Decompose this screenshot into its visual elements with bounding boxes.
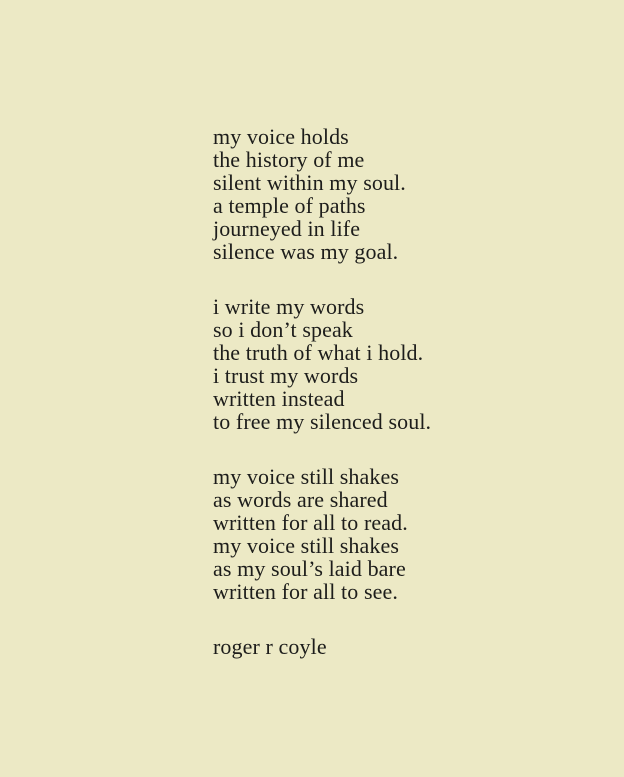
poem-stanza-3 <box>213 465 431 603</box>
poem-line: written for all to read. <box>213 510 408 535</box>
poem-stanza-2 <box>213 295 431 433</box>
poem-line: so i don’t speak <box>213 317 353 342</box>
poem-stanza-1 <box>213 125 431 263</box>
poem-line: the truth of what i hold. <box>213 340 424 365</box>
poem-line: i trust my words <box>213 363 359 388</box>
poem-line: as words are shared <box>213 487 388 512</box>
poem-line: a temple of paths <box>213 193 366 218</box>
poem-line: my voice still shakes <box>213 464 400 489</box>
poem-line: written for all to see. <box>213 579 398 604</box>
poem-line: silent within my soul. <box>213 170 406 195</box>
poem-author: roger r coyle <box>213 634 327 659</box>
poem-line: my voice still shakes <box>213 533 400 558</box>
poem-line: the history of me <box>213 147 365 172</box>
poem-line: written instead <box>213 386 345 411</box>
poem-line: to free my silenced soul. <box>213 409 432 434</box>
poem <box>213 125 431 658</box>
poem-line: as my soul’s laid bare <box>213 556 406 581</box>
poem-line: silence was my goal. <box>213 239 399 264</box>
poem-line: journeyed in life <box>213 216 361 241</box>
poem-line: i write my words <box>213 294 365 319</box>
poem-line: my voice holds <box>213 124 349 149</box>
